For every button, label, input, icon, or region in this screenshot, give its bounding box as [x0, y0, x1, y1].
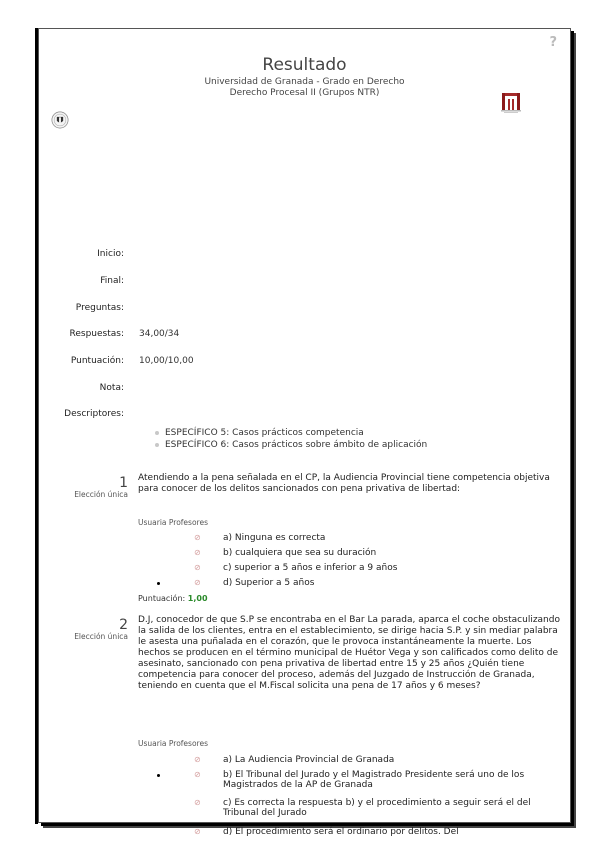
answer-option-text: a) Ninguna es correcta — [223, 533, 326, 543]
respuestas-value: 34,00/34 — [139, 329, 180, 339]
no-score-icon: ⊘ — [194, 798, 201, 807]
meta-row-puntuacion — [39, 356, 539, 368]
answer-option-text: d) Superior a 5 años — [223, 578, 315, 588]
meta-row-final — [39, 276, 539, 288]
help-icon[interactable]: ? — [549, 35, 557, 50]
university-seal-logo — [51, 111, 69, 129]
answer-option — [138, 563, 558, 577]
descriptores-list — [154, 427, 427, 451]
question-number: 2 — [119, 617, 128, 633]
answer-option-text: c) Es correcta la respuesta b) y el procedimiento a seguir será el del Tribunal del Jurado — [223, 798, 531, 818]
subtitle-line-course: Derecho Procesal II (Grupos NTR) — [229, 88, 380, 98]
meta-row-inicio — [39, 249, 539, 261]
question-text: D.J, conocedor de que S.P se encontraba en el Bar La parada, aparca el coche obstaculizando la salida de los clientes, entra en el establecimiento, se dirige hacia S.P. y sin mediar palabra le asesta una puñalada en el corazón, que le provoca instantáneamente la muerte. Los hechos se producen en el término municipal de Huétor Vega y son calificados como delito de asesinato, sancionado con pena privativa de libertad entre 15 y 25 años ¿Quién tiene competencia para conocer del proceso, además del Juzgado de Instrucción de Granada, teniendo en cuenta que el M.Fiscal solicita una pena de 17 años y 6 meses? — [138, 615, 560, 691]
no-score-icon: ⊘ — [194, 827, 201, 836]
answer-option — [138, 533, 558, 547]
selected-answer-bullet — [157, 774, 160, 777]
no-score-icon: ⊘ — [194, 548, 201, 557]
answer-option-selected — [138, 770, 558, 790]
subtitle-line-university: Universidad de Granada - Grado en Derecho — [204, 77, 405, 87]
question-text: Atendiendo a la pena señalada en el CP, la Audiencia Provincial tiene competencia objetiva para conocer de los delitos sancionados con pena privativa de libertad: — [138, 473, 550, 494]
no-score-icon: ⊘ — [194, 533, 201, 542]
answer-option-text: a) La Audiencia Provincial de Granada — [223, 755, 395, 765]
meta-row-nota — [39, 383, 539, 395]
answer-option-text: d) El procedimiento será el ordinario por delitos. Del — [223, 827, 459, 837]
question-author: Usuaria Profesores — [138, 518, 208, 527]
answer-option-selected — [138, 578, 558, 592]
answer-option-text: b) cualquiera que sea su duración — [223, 548, 377, 558]
inicio-label: Inicio: — [97, 249, 124, 259]
answer-option — [138, 827, 558, 841]
respuestas-label: Respuestas: — [69, 329, 124, 339]
result-sheet — [38, 28, 571, 837]
question-type: Elección única — [74, 490, 128, 499]
meta-row-respuestas — [39, 329, 539, 341]
answer-option — [138, 798, 558, 818]
descriptor-item: ESPECÍFICO 6: Casos prácticos sobre ámbito de aplicación — [154, 439, 427, 451]
no-score-icon: ⊘ — [194, 755, 201, 764]
answer-option — [138, 755, 558, 769]
no-score-icon: ⊘ — [194, 578, 201, 587]
meta-row-preguntas — [39, 303, 539, 315]
question-number: 1 — [119, 475, 128, 491]
question-score — [138, 594, 208, 603]
question-type: Elección única — [74, 632, 128, 641]
page-subtitle — [39, 77, 570, 99]
puntuacion-label: Puntuación: — [70, 356, 124, 366]
meta-row-descriptores — [39, 409, 539, 421]
selected-answer-bullet — [157, 582, 160, 585]
score-value: 1,00 — [187, 594, 208, 603]
puntuacion-value: 10,00/10,00 — [139, 356, 194, 366]
nota-label: Nota: — [99, 383, 124, 393]
answer-option — [138, 548, 558, 562]
score-label: Puntuación: — [138, 594, 186, 603]
faculty-building-logo — [501, 90, 521, 114]
no-score-icon: ⊘ — [194, 770, 201, 779]
answer-option-text: c) superior a 5 años e inferior a 9 años — [223, 563, 398, 573]
final-label: Final: — [100, 276, 124, 286]
question-author: Usuaria Profesores — [138, 739, 208, 748]
answer-option-text: b) El Tribunal del Jurado y el Magistrado Presidente será uno de los Magistrados de la AP de Granada — [223, 770, 525, 790]
preguntas-label: Preguntas: — [75, 303, 124, 313]
page-title: Resultado — [262, 55, 347, 75]
no-score-icon: ⊘ — [194, 563, 201, 572]
descriptores-label: Descriptores: — [64, 409, 124, 419]
descriptor-item: ESPECÍFICO 5: Casos prácticos competencia — [154, 427, 427, 439]
